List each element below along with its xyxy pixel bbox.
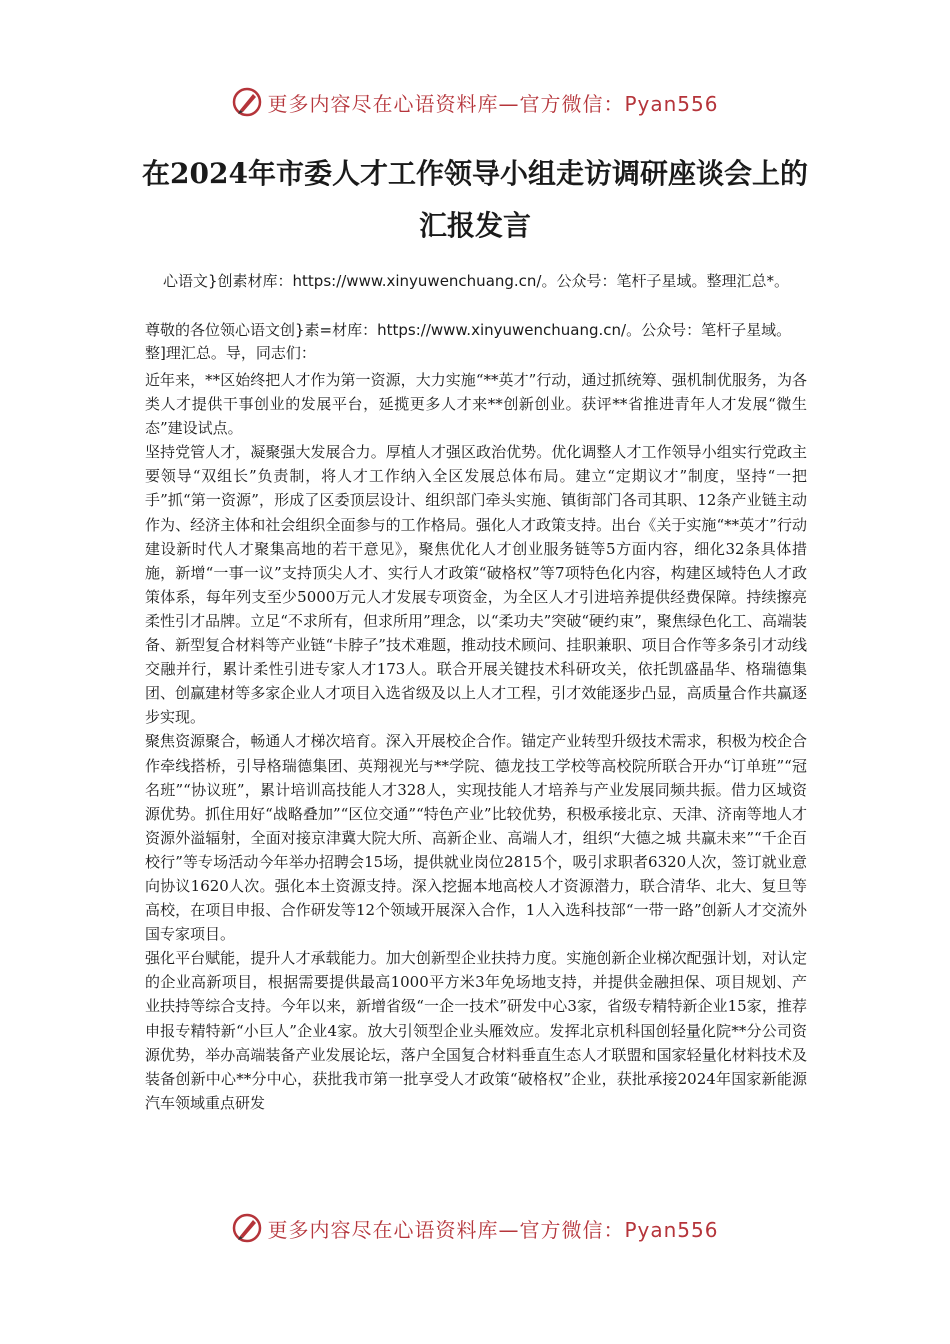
document-body bbox=[145, 368, 807, 1115]
banner-text: 更多内容尽在心语资料库—官方微信：Pyan556 bbox=[267, 91, 719, 116]
footer-banner bbox=[0, 1208, 950, 1248]
source-line: 心语文}创素材库：https://www.xinyuwenchuang.cn/。公众号：笔杆子星域。整理汇总*。 bbox=[162, 272, 789, 290]
document-title: 在2024年市委人才工作领导小组走访调研座谈会上的汇报发言 bbox=[142, 157, 808, 242]
paragraph: 坚持党管人才，凝聚强大发展合力。厚植人才强区政治优势。优化调整人才工作领导小组实行党政主要领导“双组长”负责制，将人才工作纳入全区发展总体布局。建立“定期议才”制度，坚持“一把手”抓“第一资源”，形成了区委顶层设计、组织部门牵头实施、镇街部门各司其职、12条产业链主动作为、经济主体和社会组织全面参与的工作格局。强化人才政策支持。出台《关于实施“**英才”行动 建设新时代人才聚集高地的若干意见》，聚焦优化人才创业服务链等5方面内容，细化32条具体措施，新增“一事一议”支持顶尖人才、实行人才政策“破格权”等7项特色化内容，构建区域特色人才政策体系，每年列支至少5000万元人才发展专项资金，为全区人才引进培养提供经费保障。持续擦亮柔性引才品牌。立足“不求所有，但求所用”理念，以“柔功夫”突破“硬约束”，聚焦绿色化工、高端装备、新型复合材料等产业链“卡脖子”技术难题，推动技术顾问、挂职兼职、项目合作等多条引才动线交融并行，累计柔性引进专家人才173人。联合开展关键技术科研攻关，依托凯盛晶华、格瑞德集团、创赢建材等多家企业人才项目入选省级及以上人才工程，引才效能逐步凸显，高质量合作共赢逐步实现。 bbox=[145, 443, 807, 727]
paragraph: 强化平台赋能，提升人才承载能力。加大创新型企业扶持力度。实施创新企业梯次配强计划，对认定的企业高新项目，根据需要提供最高1000平方米3年免场地支持，并提供金融担保、项目规划、产业扶持等综合支持。今年以来，新增省级“一企一技术”研发中心3家，省级专精特新企业15家，推荐申报专精特新“小巨人”企业4家。放大引领型企业头雁效应。发挥北京机科国创轻量化院**分公司资源优势，举办高端装备产业发展论坛，落户全国复合材料垂直生态人才联盟和国家轻量化材料技术及装备创新中心**分中心，获批我市第一批享受人才政策“破格权”企业，获批承接2024年国家新能源汽车领域重点研发 bbox=[145, 949, 807, 1112]
paragraph: 近年来，**区始终把人才作为第一资源，大力实施“**英才”行动，通过抓统筹、强机制优服务，为各类人才提供干事创业的发展平台，延揽更多人才来**创新创业。获评**省推进青年人才发展“微生态”建设试点。 bbox=[145, 371, 807, 438]
pen-logo-icon bbox=[231, 1212, 263, 1244]
paragraph: 聚焦资源聚合，畅通人才梯次培育。深入开展校企合作。锚定产业转型升级技术需求，积极为校企合作牵线搭桥，引导格瑞德集团、英翔视光与**学院、德龙技工学校等高校院所联合开办“订单班”“冠名班”“协议班”，累计培训高技能人才328人，实现技能人才培养与产业发展同频共振。借力区域资源优势。抓住用好“战略叠加”“区位交通”“特色产业”比较优势，积极承接北京、天津、济南等地人才资源外溢辐射，全面对接京津冀大院大所、高新企业、高端人才，组织“大德之城 共赢未来”“千企百校行”等专场活动今年举办招聘会15场，提供就业岗位2815个，吸引求职者6320人次，签订就业意向协议1620人次。强化本土资源支持。深入挖掘本地高校人才资源潜力，联合清华、北大、复旦等高校，在项目申报、合作研发等12个领域开展深入合作，1人入选科技部“一带一路”创新人才交流外国专家项目。 bbox=[145, 732, 807, 944]
pen-logo-icon bbox=[231, 86, 263, 118]
banner-text: 更多内容尽在心语资料库—官方微信：Pyan556 bbox=[267, 1217, 719, 1242]
header-banner bbox=[0, 82, 950, 122]
greeting: 尊敬的各位领心语文创}素=材库：https://www.xinyuwenchuang.cn/。公众号：笔杆子星域。整]理汇总。导，同志们： bbox=[145, 321, 792, 362]
